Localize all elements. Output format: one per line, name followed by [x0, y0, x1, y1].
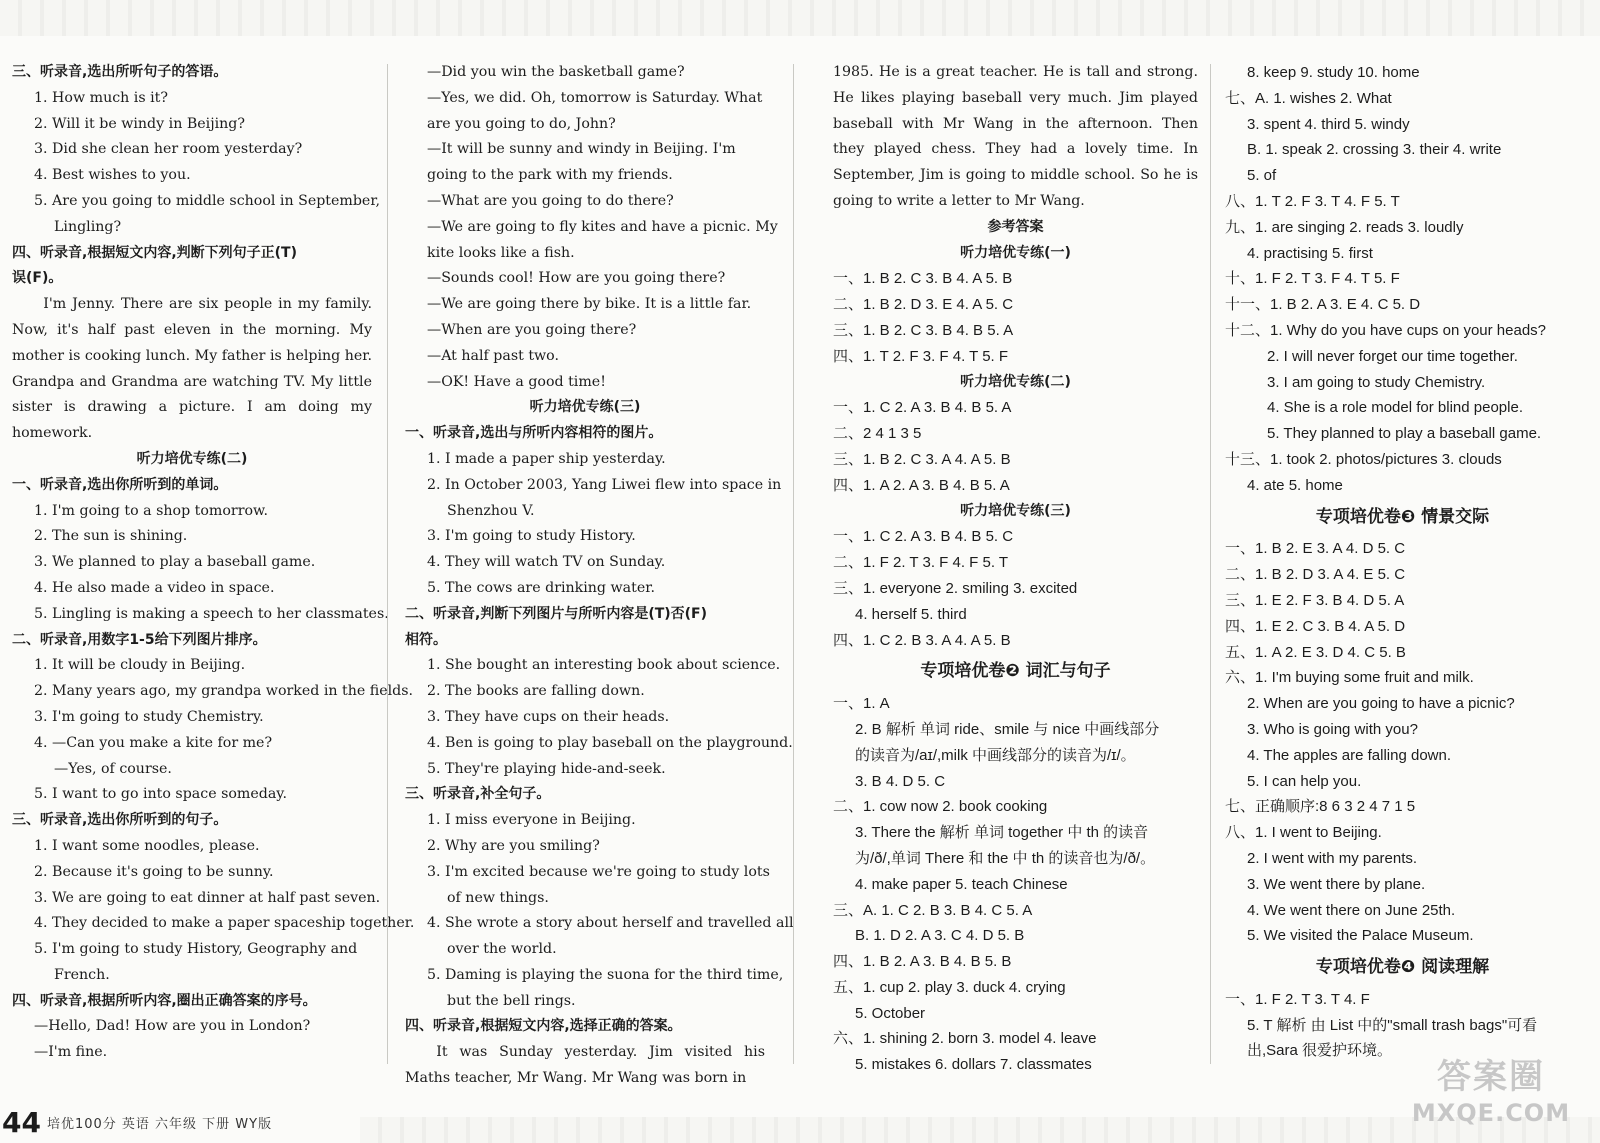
- answer-line: 3. We went there by plane.: [1247, 875, 1426, 893]
- section-heading: 一、听录音,选出你所听到的单词。: [12, 476, 228, 493]
- section-title: 听力培优专练(三): [529, 399, 641, 416]
- passage-paragraph: It was Sunday yesterday. Jim visited his Maths teacher, Mr Wang. Mr Wang was born in: [405, 1044, 765, 1087]
- text-line: 2. Why are you smiling?: [427, 837, 600, 854]
- answer-line: 4. practising 5. first: [1247, 244, 1373, 262]
- unit-title: 专项培优卷❸ 情景交际: [1315, 506, 1490, 527]
- answer-line: 5. I can help you.: [1247, 772, 1362, 790]
- answer-line: 2. B 解析 单词 ride、smile 与 nice 中画线部分: [855, 720, 1160, 738]
- answer-line: 8. keep 9. study 10. home: [1247, 64, 1420, 81]
- text-line: 5. Lingling is making a speech to her classmates.: [34, 605, 389, 622]
- text-line: over the world.: [447, 941, 557, 958]
- answer-line: 四、1. C 2. B 3. A 4. A 5. B: [833, 631, 1011, 649]
- text-line: —I'm fine.: [34, 1044, 108, 1061]
- text-line: —It will be sunny and windy in Beijing. I'm: [427, 141, 736, 158]
- answer-line: 三、A. 1. C 2. B 3. B 4. C 5. A: [833, 901, 1033, 919]
- section-heading: 三、听录音,补全句子。: [405, 786, 551, 803]
- section-heading: 四、听录音,根据短文内容,选择正确的答案。: [405, 1018, 682, 1035]
- passage-paragraph: I'm Jenny. There are six people in my family. Now, it's half past eleven in the morning. My mother is cooking lunch. My father is helping her. Grandpa and Grandma are watching TV. My little sister is drawing a picture. I am doing my homework.: [12, 296, 372, 442]
- text-line: but the bell rings.: [447, 992, 576, 1009]
- text-line: 1. I'm going to a shop tomorrow.: [34, 502, 268, 519]
- answer-line: 一、1. B 2. E 3. A 4. D 5. C: [1225, 540, 1406, 558]
- answer-line: 一、1. A: [833, 695, 890, 713]
- text-line: 3. We are going to eat dinner at half past seven.: [34, 889, 381, 906]
- answer-line: 4. ate 5. home: [1247, 476, 1343, 494]
- answer-line: 一、1. C 2. A 3. B 4. B 5. C: [833, 528, 1014, 546]
- answer-line: 三、1. everyone 2. smiling 3. excited: [833, 579, 1078, 597]
- section-title: 听力培优专练(三): [960, 502, 1071, 519]
- answer-line: 二、1. cow now 2. book cooking: [833, 798, 1048, 816]
- section-title: 听力培优专练(二): [136, 450, 248, 467]
- answer-line: 二、1. B 2. D 3. A 4. E 5. C: [1225, 566, 1406, 584]
- answer-line: 4. make paper 5. teach Chinese: [855, 875, 1068, 893]
- text-line: —At half past two.: [427, 347, 559, 364]
- unit-title: 专项培优卷❷ 词汇与句子: [920, 661, 1111, 682]
- answer-line: 5. October: [855, 1004, 926, 1022]
- answer-line: 2. I went with my parents.: [1247, 849, 1418, 867]
- answer-line: 六、1. shining 2. born 3. model 4. leave: [833, 1030, 1097, 1048]
- answer-line: 出,Sara 很爱护环境。: [1247, 1042, 1393, 1060]
- answer-line: 三、1. B 2. C 3. B 4. B 5. A: [833, 321, 1014, 339]
- answer-line: 一、1. C 2. A 3. B 4. B 5. A: [833, 399, 1012, 417]
- answer-line: 5. They planned to play a baseball game.: [1267, 425, 1542, 443]
- answer-line: B. 1. speak 2. crossing 3. their 4. write: [1247, 141, 1502, 159]
- watermark-text-en: MXQE.COM: [1411, 1099, 1571, 1127]
- text-line: 2. Because it's going to be sunny.: [34, 863, 274, 880]
- text-line: —OK! Have a good time!: [427, 373, 606, 390]
- answer-line: 5. T 解析 由 List 中的"small trash bags"可看: [1247, 1016, 1538, 1034]
- text-line: 3. I'm going to study Chemistry.: [34, 708, 264, 725]
- text-line: 5. They're playing hide-and-seek.: [427, 760, 666, 777]
- answer-line: 十三、1. took 2. photos/pictures 3. clouds: [1225, 450, 1502, 468]
- text-line: 4. Best wishes to you.: [34, 167, 191, 184]
- answer-line: 八、1. T 2. F 3. T 4. F 5. T: [1225, 192, 1400, 210]
- answer-line: 4. She is a role model for blind people.: [1267, 399, 1523, 417]
- answer-line: 3. I am going to study Chemistry.: [1267, 373, 1486, 391]
- answer-line: 3. B 4. D 5. C: [855, 772, 946, 790]
- answer-line: 四、1. T 2. F 3. F 4. T 5. F: [833, 347, 1009, 365]
- page-number: 44: [2, 1105, 41, 1139]
- text-line: Lingling?: [54, 218, 122, 235]
- text-line: French.: [54, 966, 110, 983]
- answer-line: 七、正确顺序:8 6 3 2 4 7 1 5: [1225, 798, 1416, 816]
- answer-line: 八、1. I went to Beijing.: [1225, 824, 1382, 842]
- text-line: going to the park with my friends.: [427, 167, 673, 184]
- answer-line: 十一、1. B 2. A 3. E 4. C 5. D: [1225, 296, 1421, 314]
- page-column-4: [1225, 60, 1580, 1100]
- section-heading: 二、听录音,用数字1-5给下列图片排序。: [12, 631, 267, 648]
- text-line: 1. It will be cloudy in Beijing.: [34, 657, 246, 674]
- section-title: 参考答案: [987, 218, 1044, 235]
- text-line: 1. I want some noodles, please.: [34, 837, 260, 854]
- section-heading: 一、听录音,选出与所听内容相符的图片。: [405, 425, 663, 442]
- column-divider: [793, 64, 794, 1064]
- text-line: are you going to do, John?: [427, 115, 616, 132]
- page-footer: [0, 1105, 272, 1139]
- text-line: —Did you win the basketball game?: [427, 64, 685, 80]
- answer-line: 十二、1. Why do you have cups on your heads?: [1225, 321, 1547, 339]
- section-heading: 三、听录音,选出你所听到的句子。: [12, 812, 228, 829]
- text-line: 4. Ben is going to play baseball on the playground.: [427, 734, 793, 751]
- text-line: 4. —Can you make a kite for me?: [34, 734, 273, 751]
- text-line: —What are you going to do there?: [427, 192, 674, 209]
- answer-line: 5. mistakes 6. dollars 7. classmates: [855, 1056, 1092, 1074]
- answer-line: 5. We visited the Palace Museum.: [1247, 927, 1474, 945]
- page-column-3: [833, 60, 1198, 1100]
- passage-paragraph: 1985. He is a great teacher. He is tall and strong. He likes playing baseball very much. Jim played baseball with Mr Wang in the afternoon. Then they played chess. They had a lovely time. In September, Jim is going to middle school. So he is going to write a letter to Mr Wang.: [833, 64, 1198, 209]
- section-heading: 误(F)。: [12, 270, 63, 287]
- answer-line: 为/ð/,单词 There 和 the 中 th 的读音也为/ð/。: [855, 849, 1156, 867]
- answer-line: 二、1. B 2. D 3. E 4. A 5. C: [833, 296, 1014, 314]
- page-column-1: [12, 60, 415, 1100]
- text-line: 3. Did she clean her room yesterday?: [34, 141, 303, 158]
- watermark-logo: [1406, 1055, 1576, 1135]
- column-divider: [1210, 64, 1211, 1064]
- section-title: 听力培优专练(一): [960, 244, 1071, 261]
- text-line: 5. The cows are drinking water.: [427, 579, 655, 596]
- text-line: 4. He also made a video in space.: [34, 579, 275, 596]
- text-line: 1. She bought an interesting book about science.: [427, 657, 781, 674]
- section-title: 听力培优专练(二): [960, 373, 1071, 390]
- text-line: —Yes, of course.: [54, 760, 172, 777]
- answer-line: 九、1. are singing 2. reads 3. loudly: [1225, 218, 1464, 236]
- answer-line: B. 1. D 2. A 3. C 4. D 5. B: [855, 927, 1025, 945]
- text-line: 4. She wrote a story about herself and travelled all: [427, 915, 794, 932]
- answer-line: 四、1. B 2. A 3. B 4. B 5. B: [833, 953, 1012, 971]
- text-line: —Yes, we did. Oh, tomorrow is Saturday. What: [427, 89, 763, 106]
- section-heading: 三、听录音,选出所听句子的答语。: [12, 64, 228, 80]
- page-column-2: [405, 60, 794, 1100]
- text-line: 5. I'm going to study History, Geography and: [34, 941, 358, 958]
- answer-line: 2. When are you going to have a picnic?: [1247, 695, 1515, 713]
- text-line: —Hello, Dad! How are you in London?: [34, 1018, 311, 1035]
- section-heading: 相符。: [405, 631, 447, 648]
- text-line: —When are you going there?: [427, 321, 637, 338]
- answer-line: 4. herself 5. third: [855, 605, 967, 623]
- answer-line: 四、1. A 2. A 3. B 4. B 5. A: [833, 476, 1010, 494]
- answer-line: 一、1. B 2. C 3. B 4. A 5. B: [833, 270, 1013, 288]
- section-heading: 四、听录音,根据所听内容,圈出正确答案的序号。: [12, 992, 317, 1009]
- text-line: —We are going there by bike. It is a little far.: [427, 296, 752, 313]
- answer-line: 5. of: [1247, 167, 1277, 185]
- text-line: 5. I want to go into space someday.: [34, 786, 287, 803]
- text-line: 4. They will watch TV on Sunday.: [427, 554, 666, 571]
- text-line: 3. We planned to play a baseball game.: [34, 554, 316, 571]
- watermark-text-cn: 答案圈: [1437, 1057, 1545, 1097]
- text-line: 2. The sun is shining.: [34, 528, 188, 545]
- text-line: kite looks like a fish.: [427, 244, 575, 261]
- section-heading: 二、听录音,判断下列图片与所听内容是(T)否(F): [405, 605, 708, 622]
- answer-line: 七、A. 1. wishes 2. What: [1225, 89, 1392, 107]
- answer-line: 十、1. F 2. T 3. F 4. T 5. F: [1225, 270, 1400, 288]
- text-line: of new things.: [447, 889, 549, 906]
- answer-line: 2. I will never forget our time together.: [1267, 347, 1518, 365]
- section-heading: 四、听录音,根据短文内容,判断下列句子正(T): [12, 244, 297, 261]
- text-line: 1. I made a paper ship yesterday.: [427, 450, 666, 467]
- text-line: 3. They have cups on their heads.: [427, 708, 670, 725]
- answer-line: 三、1. B 2. C 3. A 4. A 5. B: [833, 450, 1011, 468]
- answer-line: 六、1. I'm buying some fruit and milk.: [1225, 669, 1474, 687]
- text-line: 5. Are you going to middle school in September,: [34, 192, 381, 209]
- footer-book-title: 培优100分 英语 六年级 下册 WY版: [46, 1116, 273, 1132]
- text-line: —We are going to fly kites and have a picnic. My: [427, 218, 778, 235]
- top-decorative-border: [0, 0, 1600, 36]
- answer-line: 4. The apples are falling down.: [1247, 746, 1452, 764]
- text-line: 3. I'm going to study History.: [427, 528, 636, 545]
- text-line: 2. In October 2003, Yang Liwei flew into space in: [427, 476, 782, 493]
- answer-line: 的读音为/aɪ/,milk 中画线部分的读音为/ɪ/。: [855, 746, 1136, 764]
- unit-title: 专项培优卷❹ 阅读理解: [1315, 957, 1490, 978]
- column-divider: [387, 64, 388, 1064]
- text-line: 2. Many years ago, my grandpa worked in the fields.: [34, 683, 414, 700]
- text-line: 2. Will it be windy in Beijing?: [34, 115, 245, 132]
- answer-line: 一、1. F 2. T 3. T 4. F: [1225, 990, 1370, 1008]
- answer-line: 3. Who is going with you?: [1247, 720, 1418, 738]
- text-line: —Sounds cool! How are you going there?: [427, 270, 726, 287]
- answer-line: 四、1. E 2. C 3. B 4. A 5. D: [1225, 617, 1406, 635]
- text-line: 2. The books are falling down.: [427, 683, 645, 700]
- answer-line: 五、1. cup 2. play 3. duck 4. crying: [833, 978, 1066, 996]
- text-line: 1. How much is it?: [34, 89, 168, 106]
- text-line: 1. I miss everyone in Beijing.: [427, 812, 636, 829]
- answer-line: 二、1. F 2. T 3. F 4. F 5. T: [833, 554, 1009, 572]
- answer-line: 4. We went there on June 25th.: [1247, 901, 1456, 919]
- answer-line: 三、1. E 2. F 3. B 4. D 5. A: [1225, 591, 1405, 609]
- answer-line: 二、2 4 1 3 5: [833, 425, 922, 443]
- answer-line: 3. There the 解析 单词 together 中 th 的读音: [855, 824, 1149, 842]
- text-line: 5. Daming is playing the suona for the third time,: [427, 966, 784, 983]
- text-line: 3. I'm excited because we're going to study lots: [427, 863, 770, 880]
- text-line: Shenzhou V.: [447, 502, 535, 519]
- answer-line: 五、1. A 2. E 3. D 4. C 5. B: [1225, 643, 1406, 661]
- answer-line: 3. spent 4. third 5. windy: [1247, 115, 1410, 133]
- text-line: 4. They decided to make a paper spaceship together.: [34, 915, 415, 932]
